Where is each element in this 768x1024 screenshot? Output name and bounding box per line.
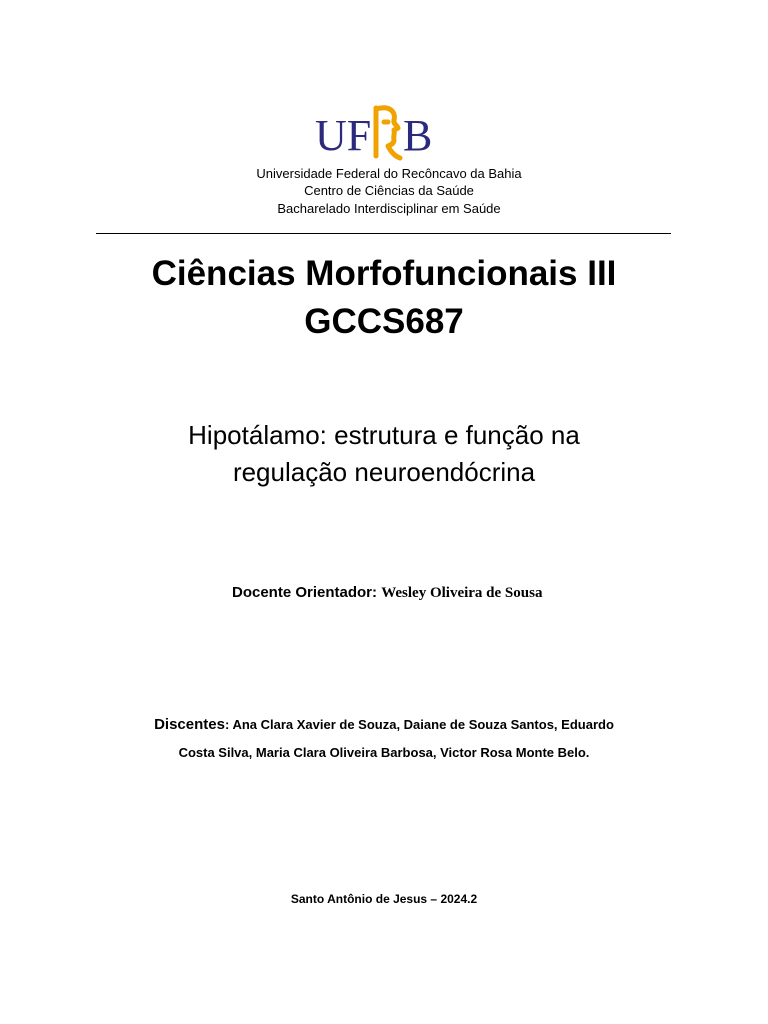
students-block: Discentes: Ana Clara Xavier de Souza, Daiane de Souza Santos, Eduardo Costa Silva, Maria Clara Oliveira Barbosa, Victor Rosa Monte Belo.	[154, 716, 614, 760]
course-code: GCCS687	[304, 302, 464, 341]
university-name: Universidade Federal do Recôncavo da Bahia	[256, 166, 522, 181]
topic-line-1: Hipotálamo: estrutura e função na	[188, 420, 580, 450]
center-name: Centro de Ciências da Saúde	[304, 183, 474, 198]
advisor-label: Docente Orientador	[232, 584, 373, 601]
logo-letters-uf: UF	[315, 111, 372, 160]
logo-letter-b: B	[403, 111, 433, 160]
ufrb-logo	[300, 100, 470, 164]
course-title: Ciências Morfofuncionais III	[151, 254, 617, 293]
advisor-block: Docente Orientador: Wesley Oliveira de Sousa	[232, 584, 543, 601]
face-profile-icon	[376, 108, 400, 158]
students-line-1: Ana Clara Xavier de Souza, Daiane de Souza Santos, Eduardo	[232, 717, 614, 732]
students-label: Discentes	[154, 716, 225, 733]
advisor-name: Wesley Oliveira de Sousa	[381, 585, 543, 601]
program-name: Bacharelado Interdisciplinar em Saúde	[277, 201, 501, 216]
header-divider	[96, 233, 671, 234]
students-line-2: Costa Silva, Maria Clara Oliveira Barbosa, Victor Rosa Monte Belo.	[178, 745, 590, 760]
topic-line-2: regulação neuroendócrina	[232, 457, 536, 487]
place-date: Santo Antônio de Jesus – 2024.2	[290, 892, 478, 906]
